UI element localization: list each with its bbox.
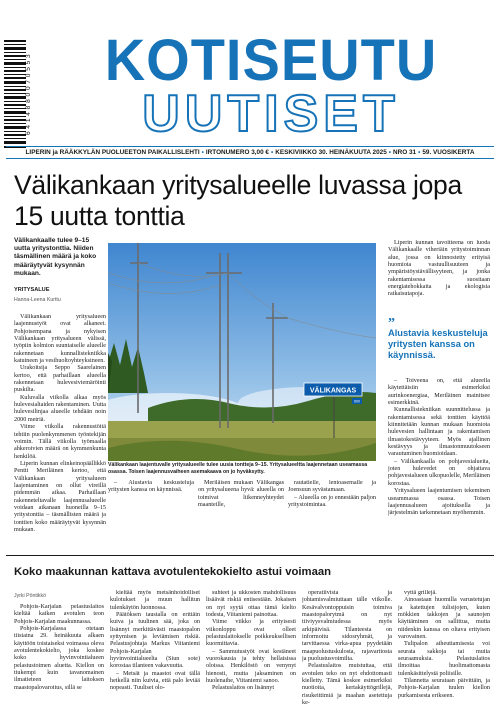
issue-date: KESKIVIIKKO 30. HEINÄKUUTA 2025 <box>275 149 387 156</box>
barcode-digits: 6 4 1 4 8 8 0 0 7 0 5 5 3 <box>25 53 32 135</box>
paragraph: Meriläisen mukaan Välikangas on yritysalueena hyvä: alueella on toimivat liikenneyhteydet maanteille, <box>198 480 284 509</box>
article1-column-1 <box>14 314 106 554</box>
meta-rule-bottom <box>6 158 494 159</box>
barcode <box>4 40 26 148</box>
article2-column-3 <box>206 590 296 712</box>
paragraph: Viime viikolla rakennustöitä tehtiin puolenkymmenen työntekijän voimin. Tällä viikolla työmaalla ahkeroivien määrä on kymmenkunta henkilöä. <box>14 424 106 460</box>
masthead-subtitle: UUTISET <box>142 85 400 143</box>
article2-column-5 <box>398 590 490 712</box>
article1-column-4 <box>288 480 376 555</box>
article1-right-column-bottom <box>388 378 490 554</box>
article-photo <box>108 243 376 461</box>
paragraph: Tulipalon aiheuttamisesta voi seurata sakkoja tai muita seuraamuksia. Pelastuslaitos ilmoittaa huolimattomasta tulenkäsittelystä poliisille. <box>398 641 490 677</box>
paragraph: Viime viikko ja erityisesti viikonloppu ovat olleet pelastuslaitokselle poikkeuksellisen kuormittavia. <box>206 619 296 648</box>
article-divider <box>6 555 494 556</box>
article2-column-1 <box>14 604 104 712</box>
paragraph: vyttä grillejä. <box>404 590 437 596</box>
paragraph: Liperin kunnan tavoitteena on luoda Välikankaalle viheriäin yritystoiminnan alue, jossa on kiinnostetty erityisä huomiota vastuullisuuteen ja ympäristöystävällisyyteen, ja jonka rakentamisessa suositaan energiatehokkaita ja ekologisia ratkaisutapoja. <box>388 240 490 298</box>
paragraph: Urakoitsija Seppo Saarelainen kertoo, että parhaillaan alueella rakennetaan hulevesiviemäröinti puskilta. <box>14 365 106 394</box>
paragraph: – Metsät ja maastot ovat tällä hetkellä niin kuivia, että palo leviää nopeasti. Tuuliset olo- <box>110 670 200 692</box>
photo-caption <box>108 462 376 475</box>
paragraph: Pohjois-Karjalan pelastuslaitos kieltää kaiken avotulen teon Pohjois-Karjalan maakunnassa. <box>14 604 104 625</box>
paragraph: operatiivista ja johtamisvalmiuttaan tälle viikolle. Kesävalvontoppuisin toimiva maastopalorytmä on nyt tiiviyysvalmiudessa myös arkipäivisä. Tilanteesta on informoitu sidosryhmät, ja tarvittaessa virka-apua pyydetään maapuolustuskulosta, rajavartiosta ja puolustusvoimilta. <box>302 590 392 663</box>
article1-column-3 <box>198 480 284 555</box>
paragraph: Kunnallistekniikan suunnittelussa ja rakentamisessa sekä tonttien käyttöä kiinnitetään kunnan mukaan huomiota hulevesien hallintaan ja rakentamisen ilmastokestävyyteen. Myös ajallinen kestävyys ja ilmastonmuutokseen varautuminen huomioidaan. <box>388 407 490 458</box>
paragraph: – Välikankaalla on pohjavesialueita, joten hulevedet on ohjattava pohjavesialueen ulkopuolelle, Meriläinen korostaa. <box>388 458 490 487</box>
article2-byline: Jyrki Pöntikkö <box>14 593 46 599</box>
paragraph: – Toiveena on, että alueella käytettäisiin esimerkiksi aurinkoenergiaa, Meriläinen mainitsee esimerkkinä. <box>388 378 490 407</box>
article-lead: Välikankaalle tulee 9–15 uutta yritystonttia. Niiden täsmällinen määrä ja koko määräytyvät kysynnän mukaan. <box>14 237 97 277</box>
issue-number: NRO 31 <box>393 149 417 156</box>
pull-quote-text: Alustavia keskusteluja yritysten kanssa on käynnissä. <box>388 328 488 360</box>
quote-icon: ” <box>388 316 395 331</box>
paragraph: Pelastuslaitos on lisännyt <box>212 685 275 692</box>
pull-quote <box>388 316 490 361</box>
paragraph: Kuluvalla viikolla alkaa myös hulevesialtaiden rakentaminen. Uutta hulevesilinjaa alueelle tehdään noin 2000 metriä. <box>14 394 106 423</box>
paragraph: – Alustavia keskusteluja yritysten kanssa on käynnissä. <box>108 480 194 494</box>
paper-description: LIPERIN ja RÄÄKKYLÄN PUOLUEETON PAIKALLISLEHTI <box>25 149 200 156</box>
main-headline: Välikankaan yritysalueelle luvassa jopa 15 uutta tonttia <box>14 170 462 231</box>
paragraph: Pelastuslaitos muistuttaa, että avotulen teko on nyt ehdottomasti kielletty. Tämä koskee esimerkiksi nuotioita, kertakäyttögrillejä, risukeittimiä ja maahan asetettuja ke- <box>302 663 392 707</box>
secondary-headline: Koko maakunnan kattava avotulentekokielto astui voimaan <box>14 566 332 578</box>
paragraph: Pohjois-Karjalassa otetaan tiistaina 29. heinäkuuta alkaen käyttöön toistaiseksi voimassa oleva avotulentekokielto, joka koskee koko hyvinvointialueen pelastustoimen aluetta. Kiellon on tiukempi kuin tavanomainen ilmatieteen laitoksen maastopalovaroitus, sillä se <box>14 626 104 691</box>
paragraph: suhteet ja ukkosten mahdollisuus lisäävät riskiä entisestään. Jokaisen on nyt syytä ottaa tämä kielto todesta, Viitaniemi painottaa. <box>206 590 296 619</box>
price: IRTONUMERO 3,00 € <box>205 149 269 156</box>
paragraph: rautatielle, lentoasemalle ja Joensuun syvästamaan. <box>288 480 376 494</box>
paragraph: – Sammutustyöt ovat kestäneet vuorokausia ja tehty hellaisissa oloissa. Henkilöstö on venynyt hienosti, mutta jaksaminen on huolenaihe, Viitaniemi sanoo. <box>206 648 296 685</box>
volume: 59. VUOSIKERTA <box>422 149 475 156</box>
paragraph: – Alueella on jo ennestään paljon yritystoimintaa. <box>288 494 376 509</box>
sign-sub-text: 600 <box>354 399 360 404</box>
article2-column-4 <box>302 590 392 712</box>
sign-text: VÄLIKANGAS <box>309 387 357 395</box>
photo-caption-bold: Välikankaan laajentuvalle yritysalueelle tulee uusia tontteja 9–15. Yritysalueeltta laajennetaan useamassa osassa. Toisen laajennusvaiheen asemakaava on jo hyväksytty. <box>108 462 368 475</box>
article1-right-column-top <box>388 240 490 318</box>
paragraph: Liperin kunnan elinkeinopäällikkö Pentti Meriläinen kertoo, että Välikankaan yritysalueen laajentaminen on ollut vireillä pidemmän aikaa. Parhaillaan rakenneteltavalle laajennusalueelle voidaan aikanaan huoneilla 9–15 yritystonttia – täsmällisten määrä ja tonttien koko määräytyvät kysynnän mukaan. <box>14 460 106 533</box>
paragraph: Tilannetta seurataan päivittäin, ja Pohjois-Karjalan tuulen kiellon purkamisesta erikseen. <box>398 678 490 699</box>
paragraph: Ainoastaan huomilla varustetujan ja katettujen tulisijojen, kuten mökkien takkojen ja saunojen käyttäminen on sallittua, mutta niidenkin kanssa on oltava erityisen varovainen. <box>398 597 490 641</box>
masthead-title: KOTISEUTU <box>104 26 438 93</box>
article-byline: Hanna-Leena Kurttu <box>14 297 61 303</box>
paragraph: kieltää myös metsänhoidolliset kulotukset ja muun hallitun tulenkäytön luonnossa. <box>110 590 200 611</box>
paragraph: Yritysalueen laajentumisen tekeminen useammassa osassa. Toisen laajennusalueen ajoituksella ja järjestelmän tarkennetaan myöhemmin. <box>388 488 490 517</box>
issue-meta-bar: LIPERIN ja RÄÄKKYLÄN PUOLUEETON PAIKALLISLEHTI • IRTONUMERO 3,00 € • KESKIVIIKKO 30. HEINÄKUUTA 2025 • NRO 31 • 59. VUOSIKERTA <box>25 149 475 156</box>
article2-column-2 <box>110 590 200 712</box>
paragraph: Päätöksen taustalla on erittäin kuiva ja tuulinen sää, joka on lisännyt merkittävästi maastopalon syttymisen ja leviämisen riskiä. Pelastusjohtaja Markus Viitaniemi Pohjois-Karjalan hyvinvointialueelta (Siun sote) korostaa tilanteen vakavuutta. <box>110 612 200 670</box>
article1-column-2 <box>108 480 194 555</box>
section-label: YRITYSALUE <box>14 287 50 293</box>
paragraph: Välikankaan yritysalueen laajennustyöt ovat alkaneet. Pohjoisempana ja nykyisen Välikankaan yritysalueen välissä, työpiin kolmion suuntaiselle alueelle rakennetaan kunnallistekniikka katuineen ja vesihuoltoyhteyksineen. <box>14 314 106 365</box>
